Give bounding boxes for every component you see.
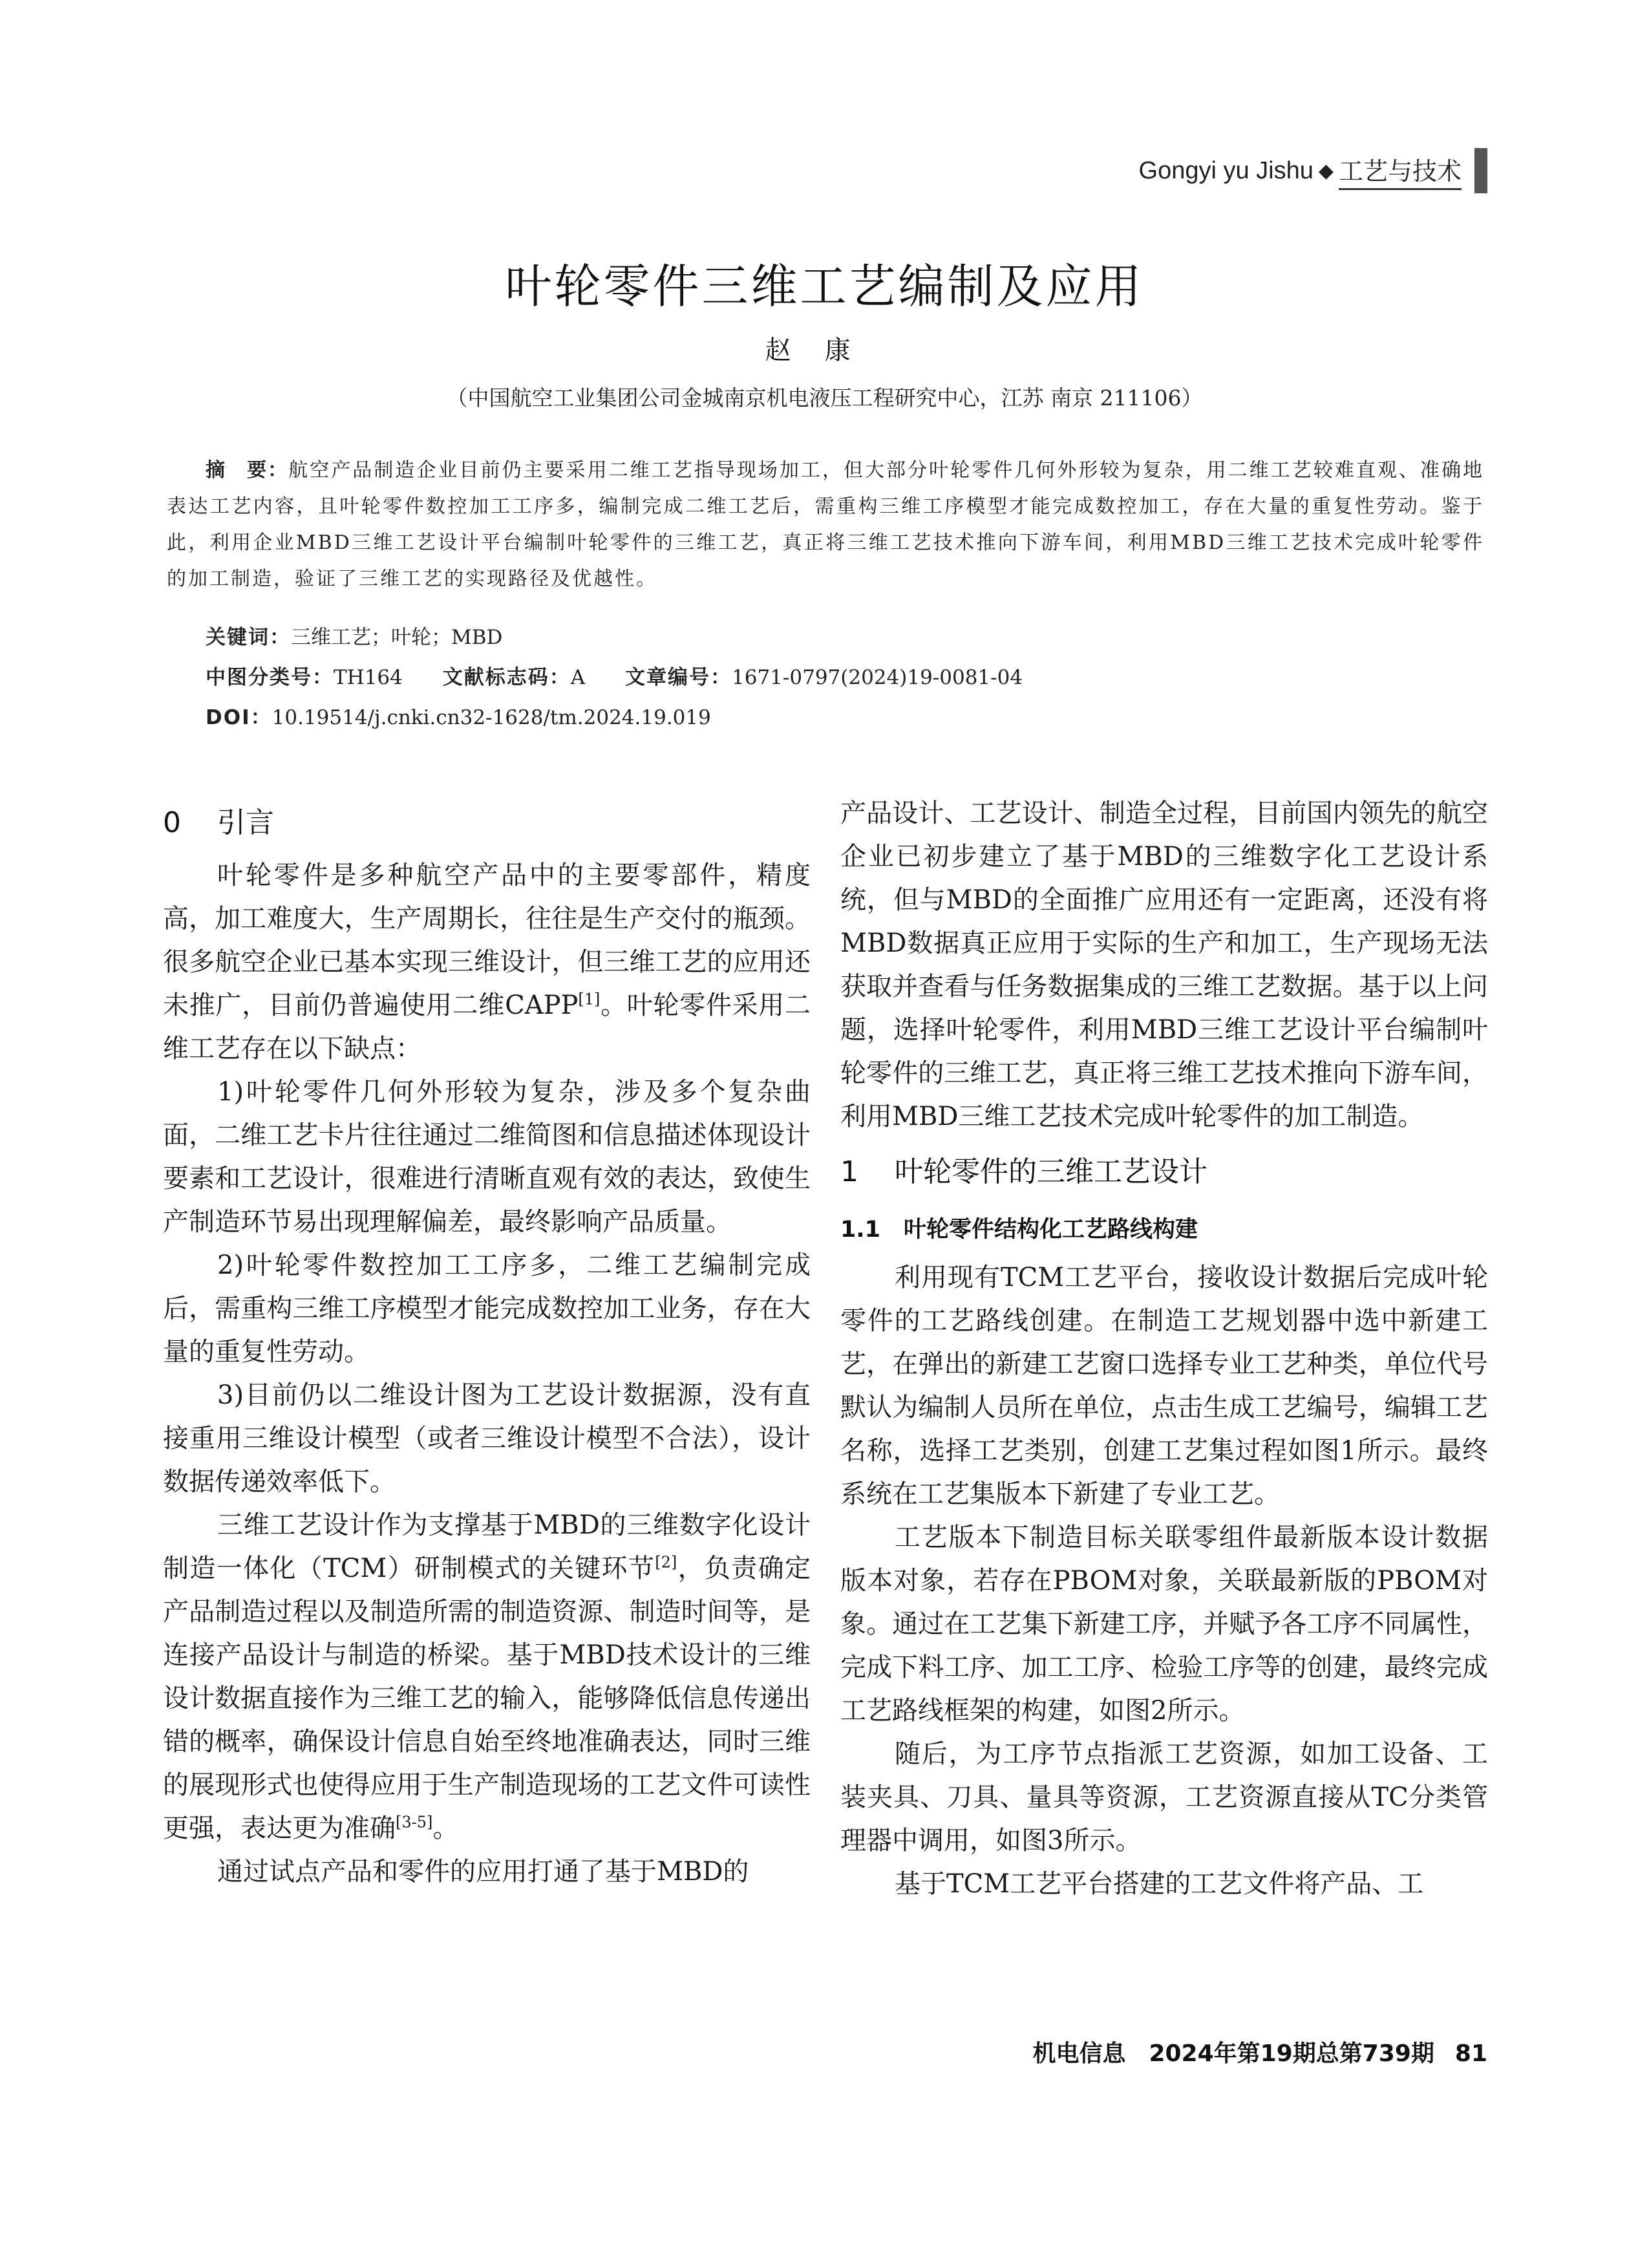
- paragraph: 3)目前仍以二维设计图为工艺设计数据源，没有直接重用三维设计模型（或者三维设计模型不合法），设计数据传递效率低下。: [163, 1380, 811, 1497]
- paragraph-continued: 产品设计、工艺设计、制造全过程，目前国内领先的航空企业已初步建立了基于MBD的三维数字化工艺设计系统，但与MBD的全面推广应用还有一定距离，还没有将MBD数据真正应用于实际的生产和加工，生产现场无法获取并查看与任务数据集成的三维工艺数据。基于以上问题，选择叶轮零件，利用MBD三维工艺设计平台编制叶轮零件的三维工艺，真正将三维工艺技术推向下游车间，利用MBD三维工艺技术完成叶轮零件的加工制造。: [840, 798, 1488, 1131]
- paragraph: 通过试点产品和零件的应用打通了基于MBD的: [217, 1857, 749, 1887]
- footer-journal: 机电信息 2024年第19期总第739期: [1032, 2040, 1434, 2067]
- section-heading-1: [840, 1141, 1488, 1203]
- section-heading-0: [163, 792, 811, 854]
- doi-value: 10.19514/j.cnki.cn32-1628/tm.2024.19.019: [271, 706, 711, 729]
- page-footer: [1032, 2035, 1487, 2068]
- left-column: [163, 792, 811, 1894]
- section-title: 叶轮零件的三维工艺设计: [895, 1155, 1207, 1188]
- subsection-title: 叶轮零件结构化工艺路线构建: [904, 1217, 1198, 1243]
- clc-value: TH164: [334, 666, 403, 689]
- doc-code-label: 文献标志码：: [442, 666, 571, 689]
- diamond-separator: ◆: [1318, 160, 1334, 182]
- subsection-number: 1.1: [840, 1217, 881, 1243]
- citation: [3-5]: [396, 1813, 433, 1832]
- running-header: [1139, 147, 1487, 194]
- section-number: 1: [840, 1155, 858, 1188]
- paragraph: 随后，为工序节点指派工艺资源，如加工设备、工装夹具、刀具、量具等资源，工艺资源直接从TC分类管理器中调用，如图3所示。: [840, 1739, 1488, 1856]
- keywords-line: [206, 621, 502, 650]
- clc-label: 中图分类号：: [206, 666, 334, 689]
- article-author: 赵康: [765, 336, 884, 365]
- paragraph: 三维工艺设计作为支撑基于MBD的三维数字化设计制造一体化（TCM）研制模式的关键环节[2]，负责确定产品制造过程以及制造所需的制造资源、制造时间等，是连接产品设计与制造的桥梁。基于MBD技术设计的三维设计数据直接作为三维工艺的输入，能够降低信息传递出错的概率，确保设计信息自始至终地准确表达，同时三维的展现形式也使得应用于生产制造现场的工艺文件可读性更强，表达更为准确[3-5]。: [163, 1510, 811, 1843]
- right-column: [840, 792, 1488, 1906]
- keywords-label: 关键词：: [206, 626, 291, 649]
- doi-line: [206, 701, 711, 730]
- keywords-value: 三维工艺；叶轮；MBD: [291, 626, 503, 649]
- article-no-label: 文章编号：: [625, 666, 732, 689]
- doc-code-value: A: [570, 666, 586, 689]
- abstract-text: 航空产品制造企业目前仍主要采用二维工艺指导现场加工，但大部分叶轮零件几何外形较为复杂，用二维工艺较难直观、准确地表达工艺内容，且叶轮零件数控加工工序多，编制完成二维工艺后，需重构三维工序模型才能完成数控加工，存在大量的重复性劳动。鉴于此，利用企业MBD三维工艺设计平台编制叶轮零件的三维工艺，真正将三维工艺技术推向下游车间，利用MBD三维工艺技术完成叶轮零件的加工制造，验证了三维工艺的实现路径及优越性。: [167, 459, 1485, 590]
- citation: [1]: [578, 990, 601, 1009]
- abstract: [167, 453, 1484, 597]
- paragraph: 1)叶轮零件几何外形较为复杂，涉及多个复杂曲面，二维工艺卡片往往通过二维简图和信息描述体现设计要素和工艺设计，很难进行清晰直观有效的表达，致使生产制造环节易出现理解偏差，最终影响产品质量。: [163, 1077, 811, 1237]
- subsection-heading-1-1: [840, 1203, 1488, 1256]
- header-bar-mark: [1474, 148, 1487, 193]
- author-affiliation: （中国航空工业集团公司金城南京机电液压工程研究中心，江苏 南京 211106）: [446, 385, 1203, 411]
- section-name: 工艺与技术: [1339, 151, 1462, 190]
- citation: [2]: [655, 1553, 677, 1572]
- paragraph: 工艺版本下制造目标关联零组件最新版本设计数据版本对象，若存在PBOM对象，关联最新版的PBOM对象。通过在工艺集下新建工序，并赋予各工序不同属性，完成下料工序、加工工序、检验工序等的创建，最终完成工艺路线框架的构建，如图2所示。: [840, 1523, 1488, 1726]
- article-title: 叶轮零件三维工艺编制及应用: [505, 259, 1144, 314]
- paragraph: 基于TCM工艺平台搭建的工艺文件将产品、工: [895, 1869, 1424, 1899]
- paragraph: 利用现有TCM工艺平台，接收设计数据后完成叶轮零件的工艺路线创建。在制造工艺规划器中选中新建工艺，在弹出的新建工艺窗口选择专业工艺种类，单位代号默认为编制人员所在单位，点击生成工艺编号，编辑工艺名称，选择工艺类别，创建工艺集过程如图1所示。最终系统在工艺集版本下新建了专业工艺。: [840, 1263, 1488, 1509]
- classification-line: [206, 661, 1056, 690]
- doi-label: DOI：: [206, 706, 272, 729]
- abstract-label: 摘 要：: [206, 459, 289, 482]
- journal-pinyin: Gongyi yu Jishu: [1138, 156, 1314, 184]
- paragraph: 叶轮零件是多种航空产品中的主要零部件，精度高，加工难度大，生产周期长，往往是生产交付的瓶颈。很多航空企业已基本实现三维设计，但三维工艺的应用还未推广，目前仍普遍使用二维CAPP[1]。叶轮零件采用二维工艺存在以下缺点：: [163, 861, 811, 1064]
- paragraph: 2)叶轮零件数控加工工序多，二维工艺编制完成后，需重构三维工序模型才能完成数控加工业务，存在大量的重复性劳动。: [163, 1250, 811, 1367]
- section-title: 引言: [217, 806, 274, 839]
- section-number: 0: [163, 806, 181, 839]
- article-no-value: 1671-0797(2024)19-0081-04: [732, 666, 1023, 689]
- page-number: 81: [1454, 2040, 1487, 2067]
